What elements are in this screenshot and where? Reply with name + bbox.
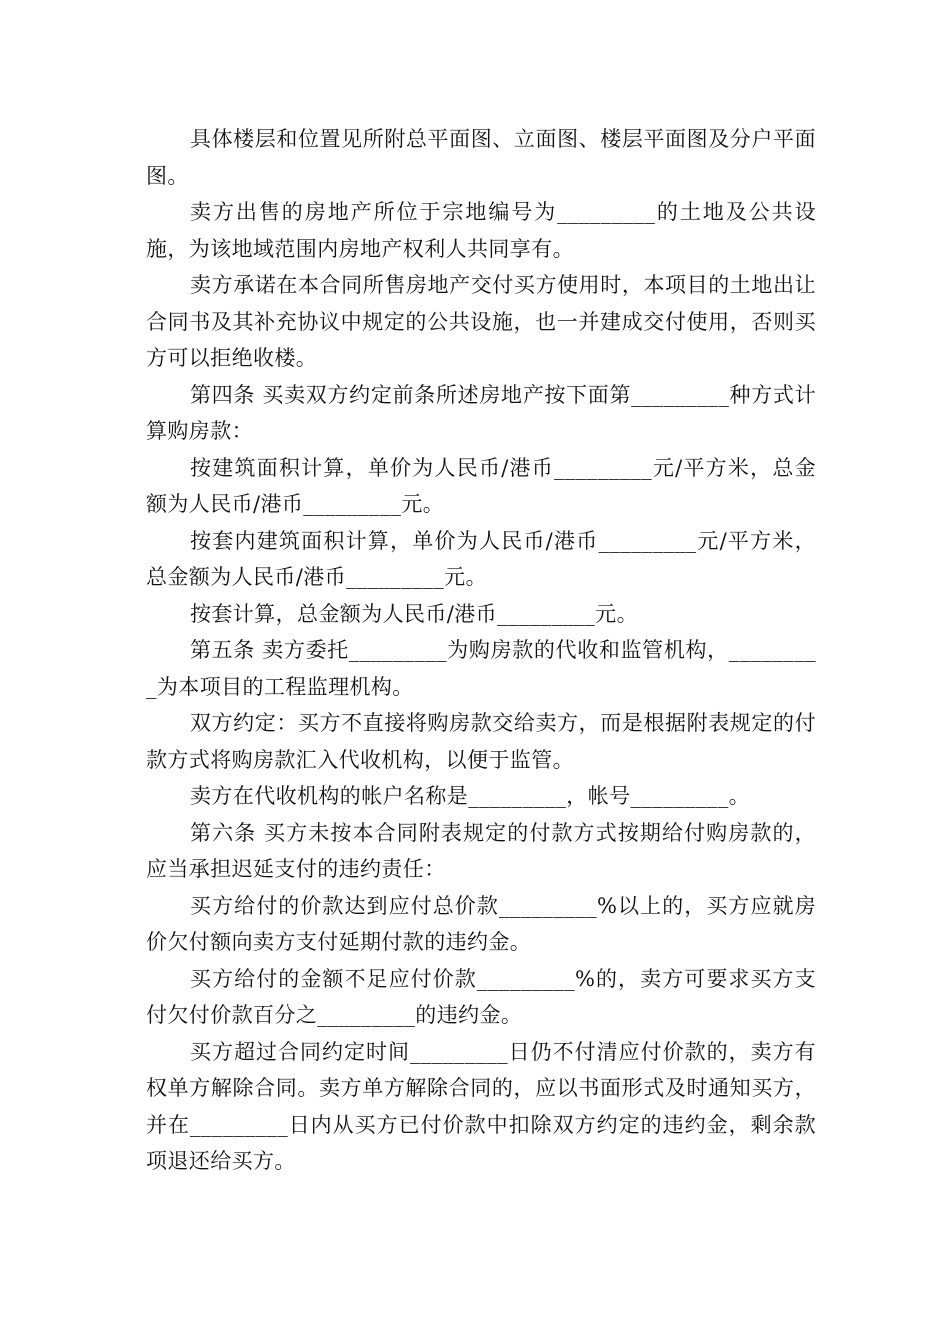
paragraph-article-4: 第四条 买卖双方约定前条所述房地产按下面第_________种方式计算购房款： [146, 382, 816, 443]
paragraph-by-inner-area: 按套内建筑面积计算，单价为人民币/港币_________元/平方米，总金额为人民币/港币_________元。 [146, 528, 816, 589]
paragraph-public-facilities: 卖方承诺在本合同所售房地产交付买方使用时，本项目的土地出让合同书及其补充协议中规定的公共设施，也一并建成交付使用，否则买方可以拒绝收楼。 [146, 273, 816, 370]
paragraph-account-info: 卖方在代收机构的帐户名称是_________，帐号_________。 [190, 784, 750, 808]
paragraph-article-5: 第五条 卖方委托_________为购房款的代收和监管机构，_________为本项目的工程监理机构。 [146, 638, 816, 699]
paragraph-by-floor-area: 按建筑面积计算，单价为人民币/港币_________元/平方米，总金额为人民币/港币_________元。 [146, 455, 816, 516]
paragraph-by-unit: 按套计算，总金额为人民币/港币_________元。 [190, 601, 638, 626]
paragraph-late-penalty: 买方给付的价款达到应付总价款_________%以上的，买方应就房价欠付额向卖方支付延期付款的违约金。 [146, 893, 816, 954]
paragraph-land-parcel: 卖方出售的房地产所位于宗地编号为_________的土地及公共设施，为该地域范围内房地产权利人共同享有。 [146, 200, 816, 261]
paragraph-floor-location: 具体楼层和位置见所附总平面图、立面图、楼层平面图及分户平面图。 [146, 127, 816, 188]
paragraph-shortfall-penalty: 买方给付的金额不足应付价款_________%的，卖方可要求买方支付欠付价款百分之_________的违约金。 [146, 966, 816, 1027]
paragraph-article-6: 第六条 买方未按本合同附表规定的付款方式按期给付购房款的，应当承担迟延支付的违约责任： [146, 820, 816, 881]
paragraph-termination: 买方超过合同约定时间_________日仍不付清应付价款的，卖方有权单方解除合同。卖方单方解除合同的，应以书面形式及时通知买方，并在_________日内从买方已付价款中扣除双方约定的违约金，剩余款项退还给买方。 [146, 1039, 816, 1173]
document-body [146, 121, 816, 1180]
paragraph-payment-agreement: 双方约定：买方不直接将购房款交给卖方，而是根据附表规定的付款方式将购房款汇入代收机构，以便于监管。 [146, 711, 816, 772]
